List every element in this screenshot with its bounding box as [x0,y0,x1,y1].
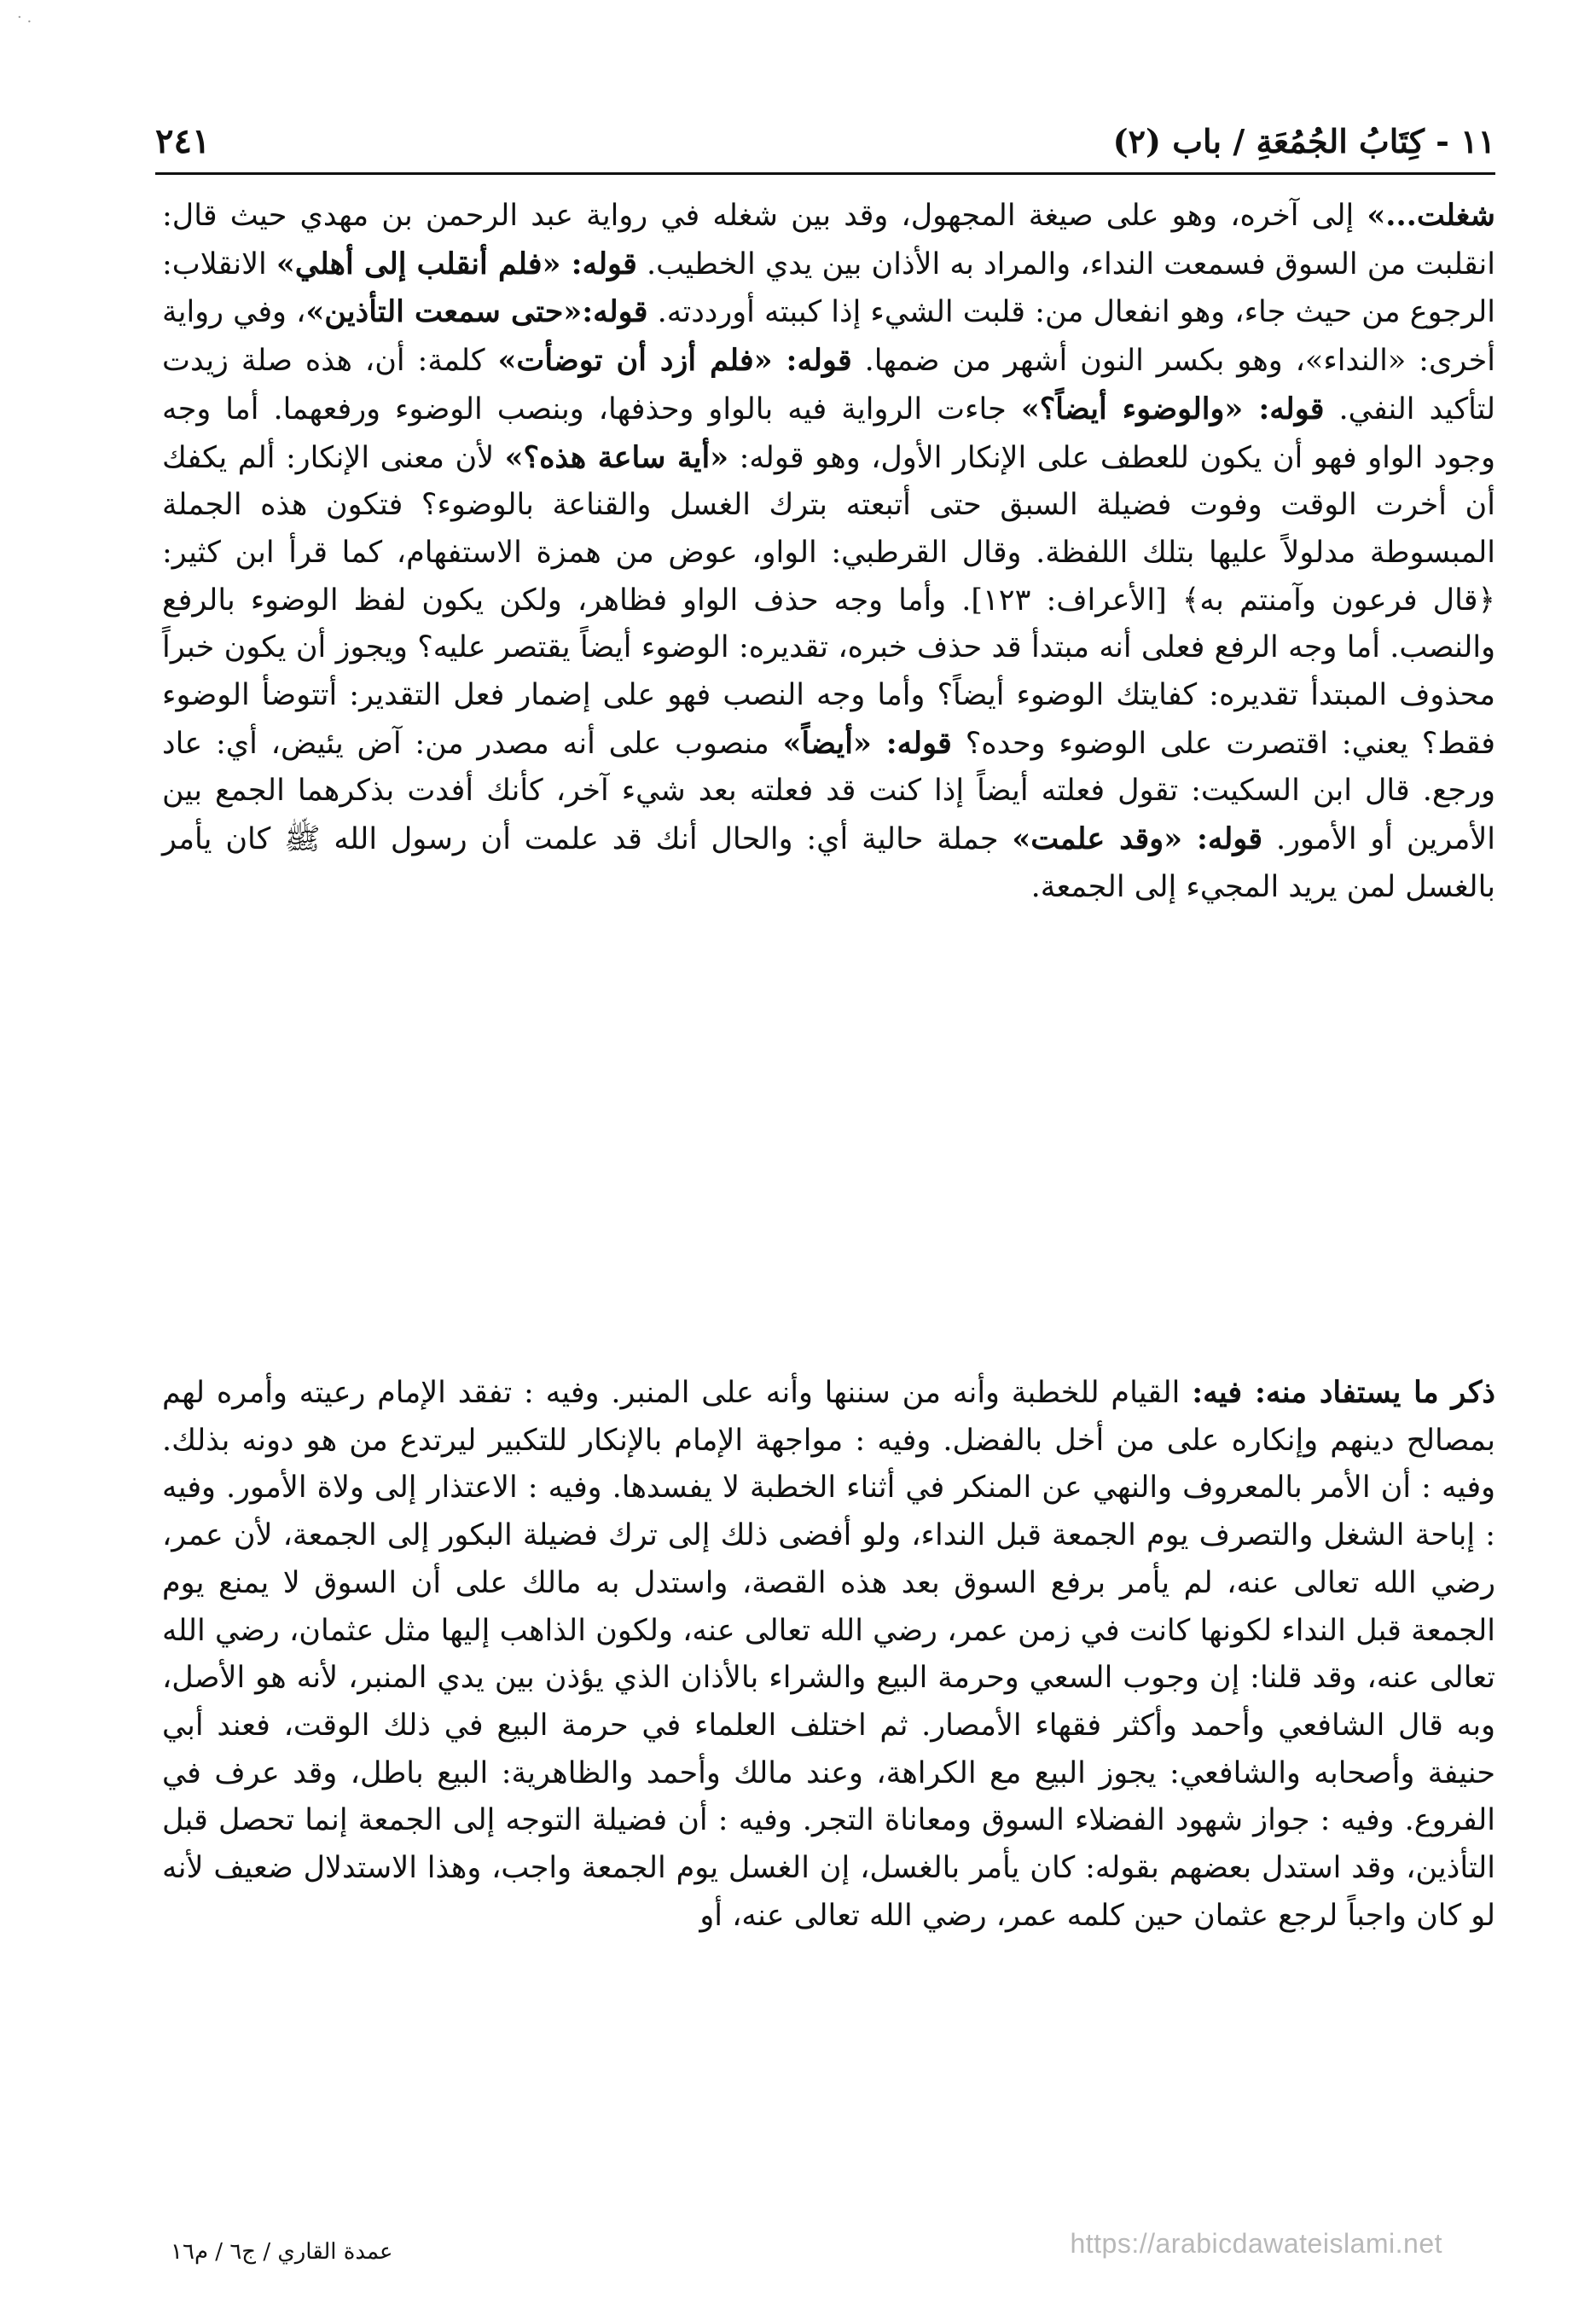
benefits-section [162,1369,1495,1940]
quoted-lemma: قوله: «فلم أنقلب إلى أهلي» [276,246,637,281]
text-run: الانقلاب: الرجوع من حيث جاء، وهو انفعال من: قلبت الشيء إذا كببته أورددته. [162,247,1495,330]
quoted-lemma: «أية ساعة هذه؟» [504,439,729,475]
page-number: ٢٤١ [155,120,211,161]
commentary-paragraph [162,192,1495,912]
page-header [155,111,1495,171]
text-run: جملة حالية أي: والحال أنك قد علمت أن رسول الله ﷺ كان يأمر بالغسل لمن يريد المجيء إلى الجمعة. [162,822,1495,904]
quoted-lemma: قوله: «أيضاً» [782,725,952,761]
running-head: ١١ - كِتَابُ الجُمُعَةِ / باب (٢) [1112,121,1495,160]
watermark-url[interactable]: https://arabicdawateislami.net [1070,2228,1442,2259]
text-run: جاءت الرواية فيه بالواو وحذفها، وبنصب الوضوء ورفعهما. أما وجه وجود الواو فهو أن يكون للعطف على الإنكار الأول، وهو قوله: [162,392,1496,475]
text-run: ، وفي رواية أخرى: «النداء»، وهو بكسر النون أشهر من ضمها. [161,295,1496,379]
text-run: منصوب على أنه مصدر من: آض يئيض، أي: عاد ورجع. قال ابن السكيت: تقول فعلته أيضاً إذا كنت قد فعلته بعد شيء آخر، كأنك أفدت بذكرهما الجمع بين الأمرين أو الأمور. [162,726,1496,857]
text-run: كلمة: أن، هذه صلة زيدت لتأكيد النفي. [162,344,1495,426]
text-run: لأن معنى الإنكار: ألم يكفك أن أخرت الوقت وفوت فضيلة السبق حتى أتبعته بترك الغسل والقناعة بالوضوء؟ فتكون هذه الجملة المبسوطة مدلولاً عليها بتلك اللفظة. وقال القرطبي: الواو، عوض من همزة الاستفهام، كما قرأ ابن كثير: ﴿قال فرعون وآمنتم به﴾ [الأعراف: ١٢٣]. وأما وجه حذف الواو فظاهر، ولكن يكون لفظ الوضوء بالرفع والنصب. أما وجه الرفع فعلى أنه مبتدأ قد حذف خبره، تقديره: الوضوء أيضاً يقتصر عليه؟ ويجوز أن يكون خبراً محذوف المبتدأ تقديره: كفايتك الوضوء أيضاً؟ وأما وجه النصب فهو على إضمار فعل التقدير: أتتوضأ الوضوء فقط؟ يعني: اقتصرت على الوضوء وحده؟ [162,440,1496,761]
quoted-lemma: قوله: «وقد علمت» [1012,821,1263,857]
quoted-lemma: قوله:«حتى سمعت التأذين» [305,294,648,330]
footnote-reference: عمدة القاري / ج٦ / م١٦ [171,2239,393,2265]
quoted-lemma: ذكر ما يستفاد منه: فيه: [1192,1375,1495,1410]
quoted-lemma: قوله: «فلم أزد أن توضأت» [497,343,852,379]
text-run: القيام للخطبة وأنه من سننها وأنه على المنبر. وفيه : تفقد الإمام رعيته وأمره لهم بمصالح دينهم وإنكاره على من أخل بالفضل. وفيه : مواجهة الإمام بالإنكار للتكبير ليرتدع من هو دونه بذلك. وفيه : أن الأمر بالمعروف والنهي عن المنكر في أثناء الخطبة لا يفسدها. وفيه : الاعتذار إلى ولاة الأمور. وفيه : إباحة الشغل والتصرف يوم الجمعة قبل النداء، ولو أفضى ذلك إلى ترك فضيلة البكور إلى الجمعة، لأن عمر، رضي الله تعالى عنه، لم يأمر برفع السوق بعد هذه القصة، واستدل به مالك على أن السوق لا يمنع يوم الجمعة قبل النداء لكونها كانت في زمن عمر، رضي الله تعالى عنه، ولكون الذاهب إليها مثل عثمان، رضي الله تعالى عنه، وقد قلنا: إن وجوب السعي وحرمة البيع والشراء بالأذان الذي يؤذن بين يدي المنبر، لأنه هو الأصل، وبه قال الشافعي وأحمد وأكثر فقهاء الأمصار. ثم اختلف العلماء في حرمة البيع في ذلك الوقت، فعند أبي حنيفة وأصحابه والشافعي: يجوز البيع مع الكراهة، وعند مالك وأحمد والظاهرية: البيع باطل، وقد عرف في الفروع. وفيه : جواز شهود الفضلاء السوق ومعاناة التجر. وفيه : أن فضيلة التوجه إلى الجمعة إنما تحصل قبل التأذين، وقد استدل بعضهم بقوله: كان يأمر بالغسل، إن الغسل يوم الجمعة واجب، وهذا الاستدلال ضعيف لأنه لو كان واجباً لرجع عثمان حين كلمه عمر، رضي الله تعالى عنه، أو [162,1376,1495,1933]
benefits-paragraph [162,1369,1495,1940]
commentary-section [162,192,1495,912]
quoted-lemma: قوله: «والوضوء أيضاً؟» [1020,391,1325,426]
text-run: إلى آخره، وهو على صيغة المجهول، وقد بين شغله في رواية عبد الرحمن بن مهدي حيث قال: انقلبت من السوق فسمعت النداء، والمراد به الأذان بين يدي الخطيب. [162,199,1495,281]
scan-artifact: · . [17,9,32,26]
quoted-lemma: شغلت...» [1367,198,1495,233]
header-divider [155,172,1495,175]
